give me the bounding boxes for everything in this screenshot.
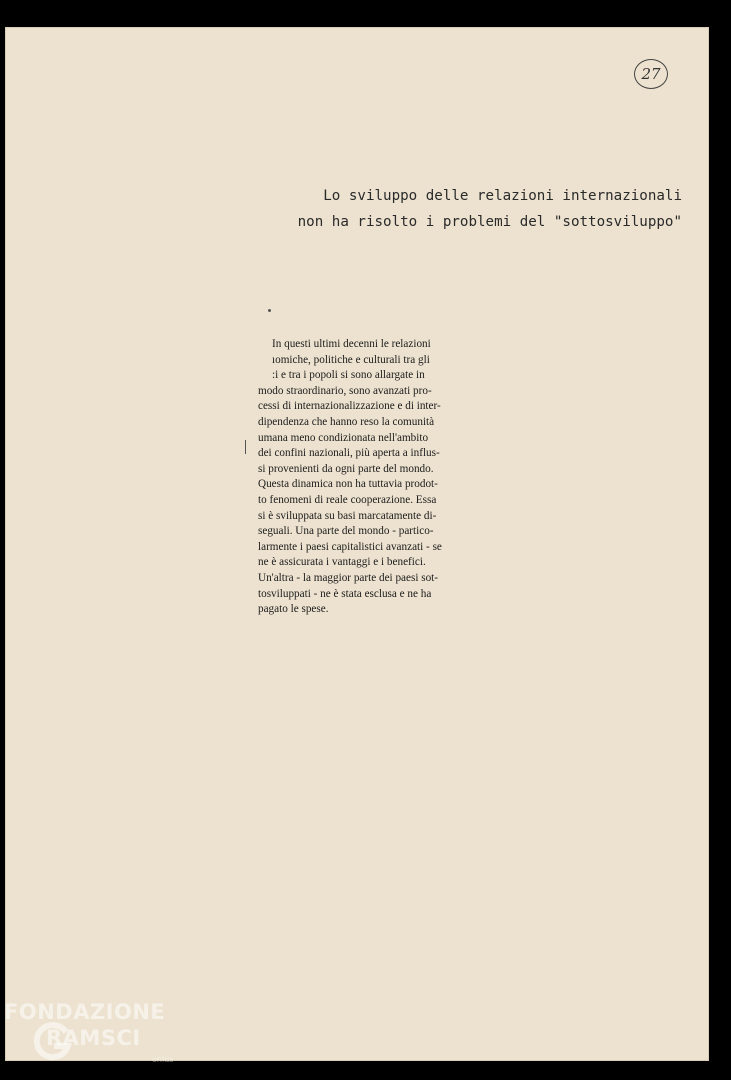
title-line-2: non ha risolto i problemi del "sottosviluppo"	[297, 214, 682, 230]
paragraph-line: seguali. Una parte del mondo - partico-	[258, 525, 434, 538]
paragraph-line: si è sviluppata su basi marcatamente di-	[258, 509, 437, 522]
mark-dot	[268, 309, 271, 312]
paragraph-line: si provenienti da ogni parte del mondo.	[258, 462, 434, 475]
paragraph-line: In questi ultimi decenni le relazioni	[272, 338, 431, 350]
watermark-suffix: onlus	[152, 1055, 174, 1064]
paragraph-line: pagato le spese.	[258, 603, 329, 616]
watermark-line-2: RAMSCI	[46, 1026, 141, 1050]
fondazione-gramsci-watermark	[4, 1000, 194, 1072]
margin-mark	[245, 440, 246, 454]
paragraph-line: Un'altra - la maggior parte dei paesi sot-	[258, 571, 439, 584]
paragraph-line: to fenomeni di reale cooperazione. Essa	[258, 493, 437, 506]
paragraph-line: dei confini nazionali, più aperta a influs-	[258, 447, 440, 460]
paragraph-line: ne è assicurata i vantaggi e i benefici.	[258, 556, 426, 569]
paragraph-line: ıomiche, politiche e culturali tra gli	[272, 353, 430, 366]
page-number: 27	[634, 59, 668, 89]
title-line-1: Lo sviluppo delle relazioni internazionali	[323, 188, 682, 204]
paragraph-line: :i e tra i popoli si sono allargate in	[272, 369, 425, 382]
pasted-paragraph	[258, 337, 476, 618]
paragraph-line: cessi di internazionalizzazione e di inter-	[258, 400, 441, 413]
paragraph-line: umana meno condizionata nell'ambito	[258, 431, 429, 444]
paragraph-line: tosviluppati - ne è stata esclusa e ne ha	[258, 587, 432, 600]
document-title	[252, 183, 682, 235]
paragraph-line: dipendenza che hanno reso la comunità	[258, 415, 435, 428]
paragraph-line: Questa dinamica non ha tuttavia prodot-	[258, 478, 438, 491]
watermark-line-1: FONDAZIONE	[4, 1000, 166, 1024]
paragraph-line: modo straordinario, sono avanzati pro-	[258, 384, 432, 397]
paragraph-line: larmente i paesi capitalistici avanzati - se	[258, 540, 442, 553]
